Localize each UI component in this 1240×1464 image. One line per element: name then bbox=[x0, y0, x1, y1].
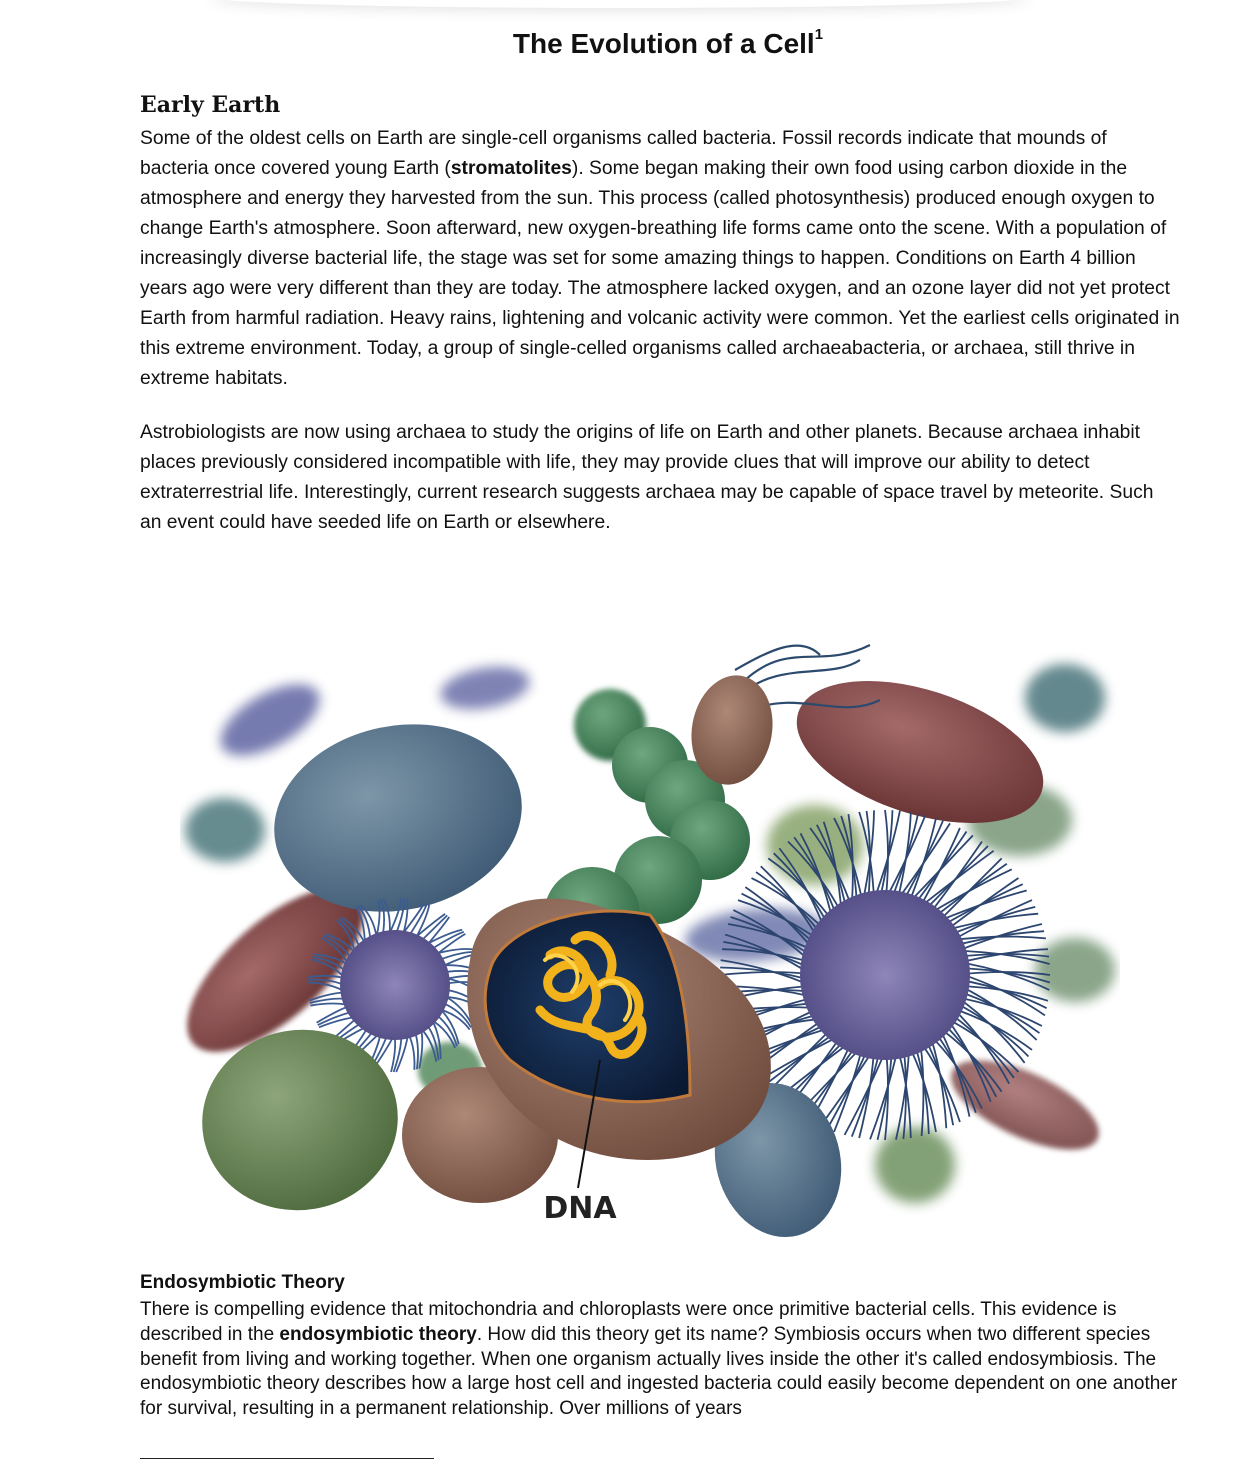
dna-label: DNA bbox=[543, 1191, 617, 1226]
p1-text-b: ). Some began making their own food using carbon dioxide in the atmosphere and energy they harvested from the sun. This process (called photosynthesis) produced enough oxygen to change Earth's atmosphere. Soon afterward, new oxygen-breathing life forms came onto the scene. With a population of increasingly diverse bacterial life, the stage was set for some amazing things to happen. Conditions on Earth 4 billion years ago were very different than they are today. The atmosphere lacked oxygen, and an ozone layer did not yet protect Earth from harmful radiation. Heavy rains, lightening and volcanic activity were common. Yet the earliest cells originated in this extreme environment. Today, a group of single-celled organisms called archaeabacteria, or archaea, still thrive in extreme habitats. bbox=[140, 158, 1180, 389]
paragraph-early-earth-2: Astrobiologists are now using archaea to study the origins of life on Earth and other planets. Because archaea inhabit places previously considered incompatible with life, they may provide clues that will improve our ability to detect extraterrestrial life. Interestingly, current research suggests archaea may be capable of space travel by meteorite. Such an event could have seeded life on Earth or elsewhere. bbox=[140, 422, 1154, 533]
red-rod-bottom-right bbox=[939, 1042, 1111, 1168]
title-footnote-marker: 1 bbox=[814, 25, 824, 43]
page-title bbox=[0, 25, 1240, 60]
section-heading-early-earth: Early Earth bbox=[140, 92, 281, 118]
bg-cell-teal-2 bbox=[1025, 664, 1105, 732]
bacteria-illustration bbox=[180, 640, 1120, 1240]
paragraph-endosymbiotic bbox=[140, 1298, 1180, 1422]
p3-text-a: There is compelling evidence that mitochondria and chloroplasts were once primitive bacterial cells. This evidence is described in the bbox=[140, 1299, 1117, 1345]
bg-cell-purple-2 bbox=[437, 660, 533, 715]
p1-text-a: Some of the oldest cells on Earth are single-cell organisms called bacteria. Fossil records indicate that mounds of bacteria once covered young Earth ( bbox=[140, 128, 1107, 179]
title-text: The Evolution of a Cell bbox=[512, 28, 815, 59]
bg-cell-green-3 bbox=[1035, 938, 1115, 1002]
footnote-separator bbox=[140, 1458, 434, 1459]
term-stromatolites: stromatolites bbox=[450, 158, 572, 179]
p3-text-b: . How did this theory get its name? Symbiosis occurs when two different species benefit from living and working together. When one organism actually lives inside the other it's called endosymbiosis. The endosymbiotic theory describes how a large host cell and ingested bacteria could easily become dependent on one another for survival, resulting in a permanent relationship. Over millions of years bbox=[140, 1323, 1178, 1420]
bg-cell-green-4 bbox=[875, 1127, 955, 1203]
bg-cell-teal-1 bbox=[185, 798, 265, 862]
term-endosymbiotic-theory: endosymbiotic theory bbox=[279, 1323, 477, 1345]
page-top-shadow bbox=[210, 0, 1030, 8]
bg-cell-purple-1 bbox=[209, 670, 330, 770]
paragraph-early-earth-1 bbox=[140, 124, 1180, 394]
section-heading-endosymbiotic: Endosymbiotic Theory bbox=[140, 1272, 345, 1293]
